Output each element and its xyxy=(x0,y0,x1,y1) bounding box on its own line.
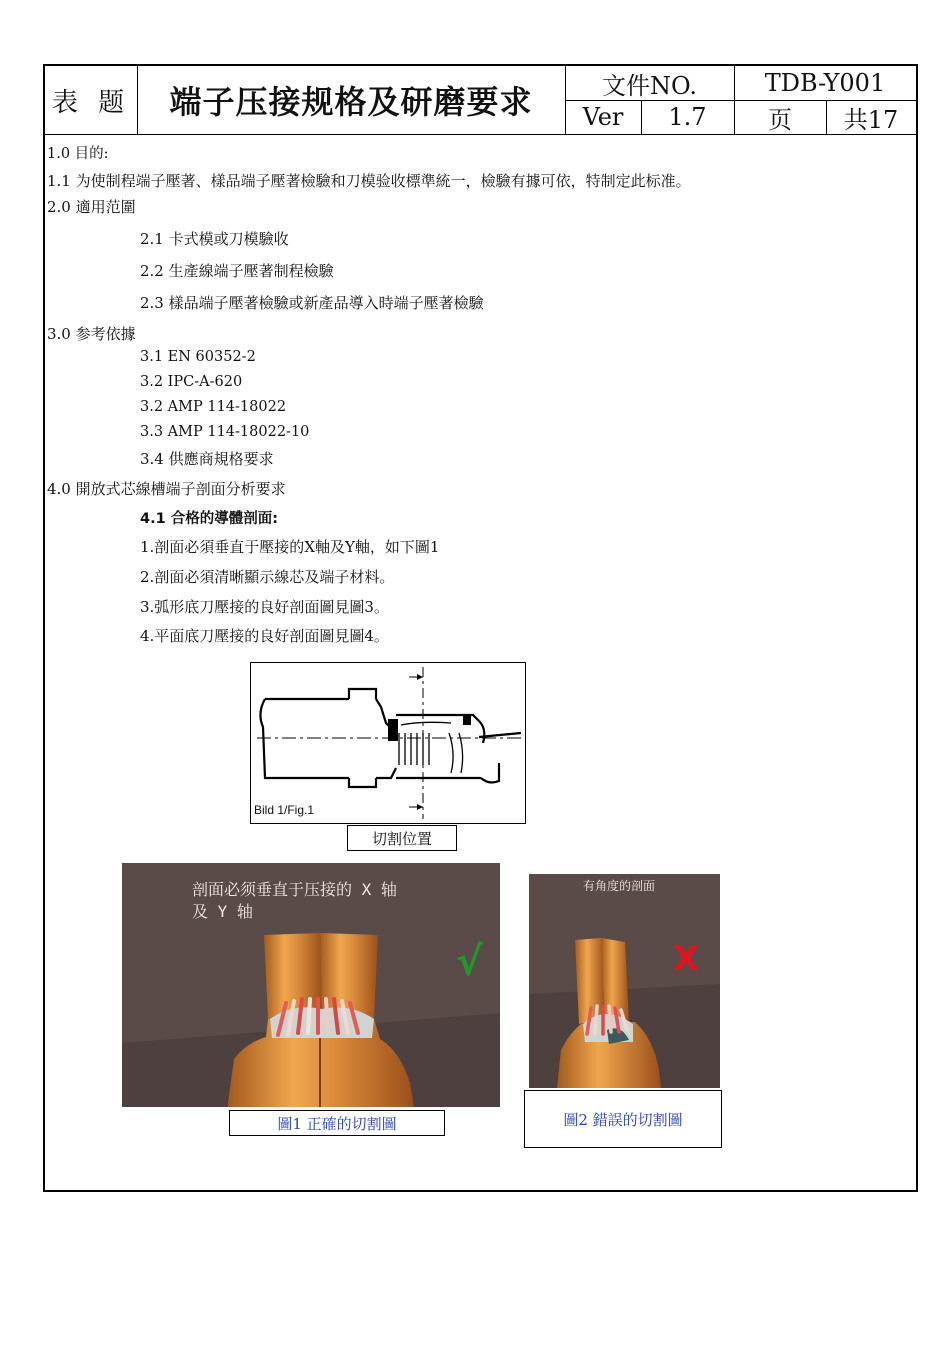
section-2-1: 2.1 卡式模或刀模驗收 xyxy=(140,230,289,248)
version-label: Ver xyxy=(582,103,624,131)
document-title: 端子压接规格及研磨要求 xyxy=(169,83,533,121)
section-4-1-3: 3.弧形底刀壓接的良好剖面圖見圖3。 xyxy=(140,598,389,616)
version-value: 1.7 xyxy=(668,103,707,131)
crimp-cross-section-drawing xyxy=(250,662,526,824)
section-4-1-title: 4.1 合格的導體剖面: xyxy=(140,511,279,527)
section-1-1: 1.1 为使制程端子壓著、樣品端子壓著檢驗和刀模验收標準統一，檢驗有據可依，特制定此标准。 xyxy=(47,172,691,190)
section-4-1-1: 1.剖面必須垂直于壓接的X軸及Y軸，如下圖1 xyxy=(140,538,440,556)
checkmark-icon: √ xyxy=(456,939,483,985)
page-total: 共17 xyxy=(843,105,899,134)
header-label: 表 题 xyxy=(51,87,131,118)
cross-icon: X xyxy=(673,939,700,979)
section-2-title: 2.0 適用范圍 xyxy=(47,198,136,216)
photo1-caption-line2: 及 Y 轴 xyxy=(192,902,253,921)
correct-cut-illustration xyxy=(122,863,500,1107)
header-table xyxy=(45,66,916,135)
section-3-1: 3.1 EN 60352-2 xyxy=(140,349,256,365)
figure-2-caption: 圖2 錯誤的切割圖 xyxy=(524,1090,722,1148)
section-4-1-4: 4.平面底刀壓接的良好剖面圖見圖4。 xyxy=(140,627,389,645)
section-3-2: 3.2 IPC-A-620 xyxy=(140,374,243,390)
section-3-4: 3.3 AMP 114-18022-10 xyxy=(140,424,310,440)
section-2-2: 2.2 生產線端子壓著制程檢驗 xyxy=(140,262,334,280)
section-4-1-2: 2.剖面必須清晰顯示線芯及端子材料。 xyxy=(140,568,395,586)
doc-number-label: 文件NO. xyxy=(602,71,697,100)
section-3-title: 3.0 参考依據 xyxy=(47,325,136,343)
crimp-diagram-svg xyxy=(251,663,525,823)
section-3-5: 3.4 供應商規格要求 xyxy=(140,450,274,468)
figure-1-caption: 圖1 正確的切割圖 xyxy=(229,1110,445,1136)
wrong-cut-illustration xyxy=(529,874,720,1088)
correct-cut-photo xyxy=(122,863,500,1107)
photo2-caption: 有角度的剖面 xyxy=(583,879,656,893)
wrong-cut-photo xyxy=(529,874,720,1088)
page-label: 页 xyxy=(768,105,792,134)
photo1-caption-line1: 剖面必须垂直于压接的 X 轴 xyxy=(192,880,397,899)
figure-1-label: Bild 1/Fig.1 xyxy=(254,803,315,817)
document-frame xyxy=(43,64,918,1192)
section-2-3: 2.3 樣品端子壓著檢驗或新產品導入時端子壓著檢驗 xyxy=(140,294,484,312)
section-1-title: 1.0 目的: xyxy=(47,146,109,162)
section-4-title: 4.0 開放式芯線槽端子剖面分析要求 xyxy=(47,480,286,498)
section-3-3: 3.2 AMP 114-18022 xyxy=(140,399,287,415)
cut-position-label: 切割位置 xyxy=(347,825,457,851)
doc-number-value: TDB-Y001 xyxy=(764,69,886,97)
